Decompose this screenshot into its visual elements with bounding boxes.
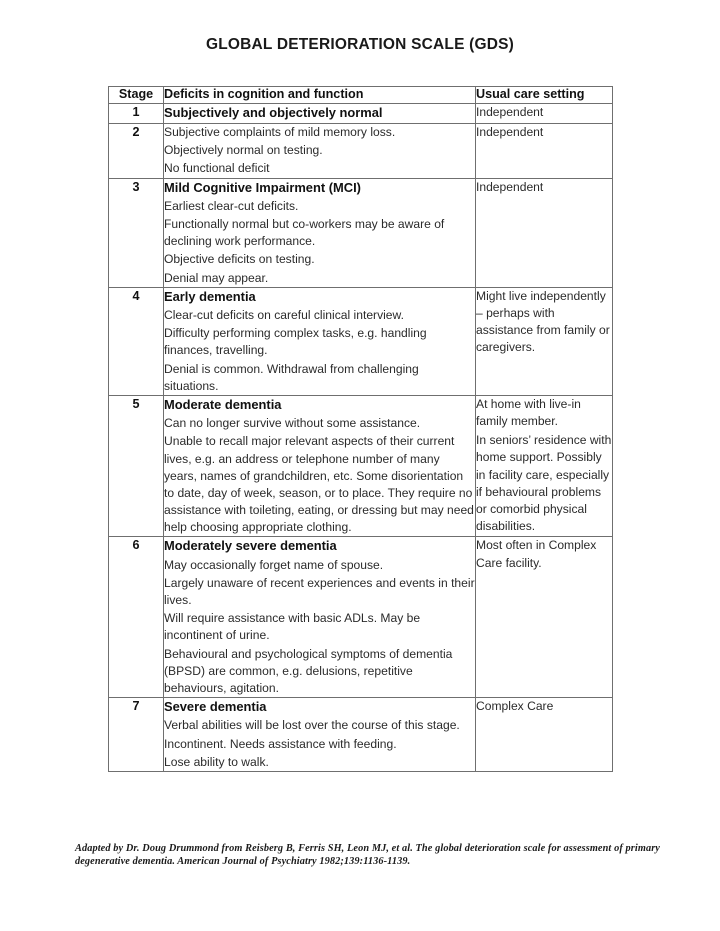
stage-title: Mild Cognitive Impairment (MCI): [164, 179, 361, 195]
citation: Adapted by Dr. Doug Drummond from Reisberg B, Ferris SH, Leon MJ, et al. The global deterioration scale for assessment of primary degenerative dementia. American Journal of Psychiatry 1982;139:1136-1139.: [75, 843, 660, 868]
table-header-row: [109, 87, 613, 104]
deficits-cell: [164, 537, 476, 698]
care-setting-cell: [476, 537, 613, 698]
stage-number: 4: [109, 287, 164, 395]
gds-table: [108, 86, 613, 772]
column-header-deficits: Deficits in cognition and function: [164, 87, 476, 104]
care-setting-paragraph: Complex Care: [476, 699, 554, 714]
care-setting-paragraph: Independent: [476, 125, 544, 140]
deficit-paragraph: Lose ability to walk.: [164, 754, 269, 769]
stage-number: 3: [109, 178, 164, 287]
stage-title: Subjectively and objectively normal: [164, 104, 383, 120]
care-setting-paragraph: In seniors’ residence with home support. Possibly in facility care, especially if behavioural problems or comorbid physical disabilities.: [476, 433, 612, 534]
table-header: [109, 87, 613, 104]
deficits-cell: [164, 395, 476, 537]
deficits-cell: [164, 124, 476, 179]
page-title: GLOBAL DETERIORATION SCALE (GDS): [205, 36, 515, 53]
stage-number: 1: [109, 103, 164, 123]
stage-title: Moderately severe dementia: [164, 538, 337, 554]
table-row: [109, 698, 613, 772]
deficit-paragraph: Largely unaware of recent experiences and events in their lives.: [164, 575, 475, 608]
deficit-paragraph: Subjective complaints of mild memory loss.: [164, 125, 396, 140]
deficit-paragraph: Functionally normal but co-workers may be aware of declining work performance.: [164, 217, 445, 249]
care-setting-paragraph: Might live independently – perhaps with assistance from family or caregivers.: [476, 288, 610, 355]
deficit-paragraph: Denial is common. Withdrawal from challenging situations.: [164, 361, 419, 393]
care-setting-cell: [476, 103, 613, 123]
stage-title: Early dementia: [164, 288, 256, 304]
table-row: [109, 103, 613, 123]
stage-title: Moderate dementia: [164, 396, 282, 412]
deficit-paragraph: Will require assistance with basic ADLs. May be incontinent of urine.: [164, 611, 421, 643]
column-header-setting: Usual care setting: [476, 87, 613, 104]
deficit-paragraph: Denial may appear.: [164, 270, 269, 285]
care-setting-cell: [476, 124, 613, 179]
deficit-paragraph: Clear-cut deficits on careful clinical interview.: [164, 308, 404, 323]
stage-number: 2: [109, 124, 164, 179]
stage-number: 7: [109, 698, 164, 772]
table-row: [109, 124, 613, 179]
deficits-cell: [164, 287, 476, 395]
deficits-cell: [164, 178, 476, 287]
table-row: [109, 178, 613, 287]
deficit-paragraph: Can no longer survive without some assistance.: [164, 416, 421, 431]
deficit-paragraph: No functional deficit: [164, 161, 270, 176]
deficit-paragraph: Unable to recall major relevant aspects of their current lives, e.g. an address or telephone number of many years, names of grandchildren, etc. Some disorientation to date, day of week, season, or to place. They require no assistance with toileting, eating, or dressing but may need help choosing appropriate clothing.: [164, 434, 474, 535]
deficit-paragraph: Incontinent. Needs assistance with feeding.: [164, 736, 397, 751]
care-setting-cell: [476, 395, 613, 537]
column-header-stage: Stage: [109, 87, 164, 104]
care-setting-paragraph: At home with live-in family member.: [476, 396, 581, 429]
deficit-paragraph: Objective deficits on testing.: [164, 252, 315, 267]
deficit-paragraph: Earliest clear-cut deficits.: [164, 198, 299, 213]
care-setting-paragraph: Independent: [476, 104, 544, 119]
deficit-paragraph: Difficulty performing complex tasks, e.g. handling finances, travelling.: [164, 326, 427, 358]
stage-number: 5: [109, 395, 164, 537]
care-setting-cell: [476, 178, 613, 287]
care-setting-paragraph: Most often in Complex Care facility.: [476, 538, 597, 570]
deficit-paragraph: Verbal abilities will be lost over the course of this stage.: [164, 718, 460, 733]
deficit-paragraph: Behavioural and psychological symptoms of dementia (BPSD) are common, e.g. delusions, repetitive behaviours, agitation.: [164, 646, 453, 695]
table-body: [109, 103, 613, 771]
stage-number: 6: [109, 537, 164, 698]
deficit-paragraph: May occasionally forget name of spouse.: [164, 557, 384, 572]
table-row: [109, 537, 613, 698]
care-setting-cell: [476, 698, 613, 772]
care-setting-cell: [476, 287, 613, 395]
gds-table-container: [108, 86, 612, 772]
stage-title: Severe dementia: [164, 699, 267, 715]
table-row: [109, 287, 613, 395]
deficits-cell: [164, 698, 476, 772]
table-row: [109, 395, 613, 537]
deficits-cell: [164, 103, 476, 123]
deficit-paragraph: Objectively normal on testing.: [164, 143, 323, 158]
care-setting-paragraph: Independent: [476, 179, 544, 194]
